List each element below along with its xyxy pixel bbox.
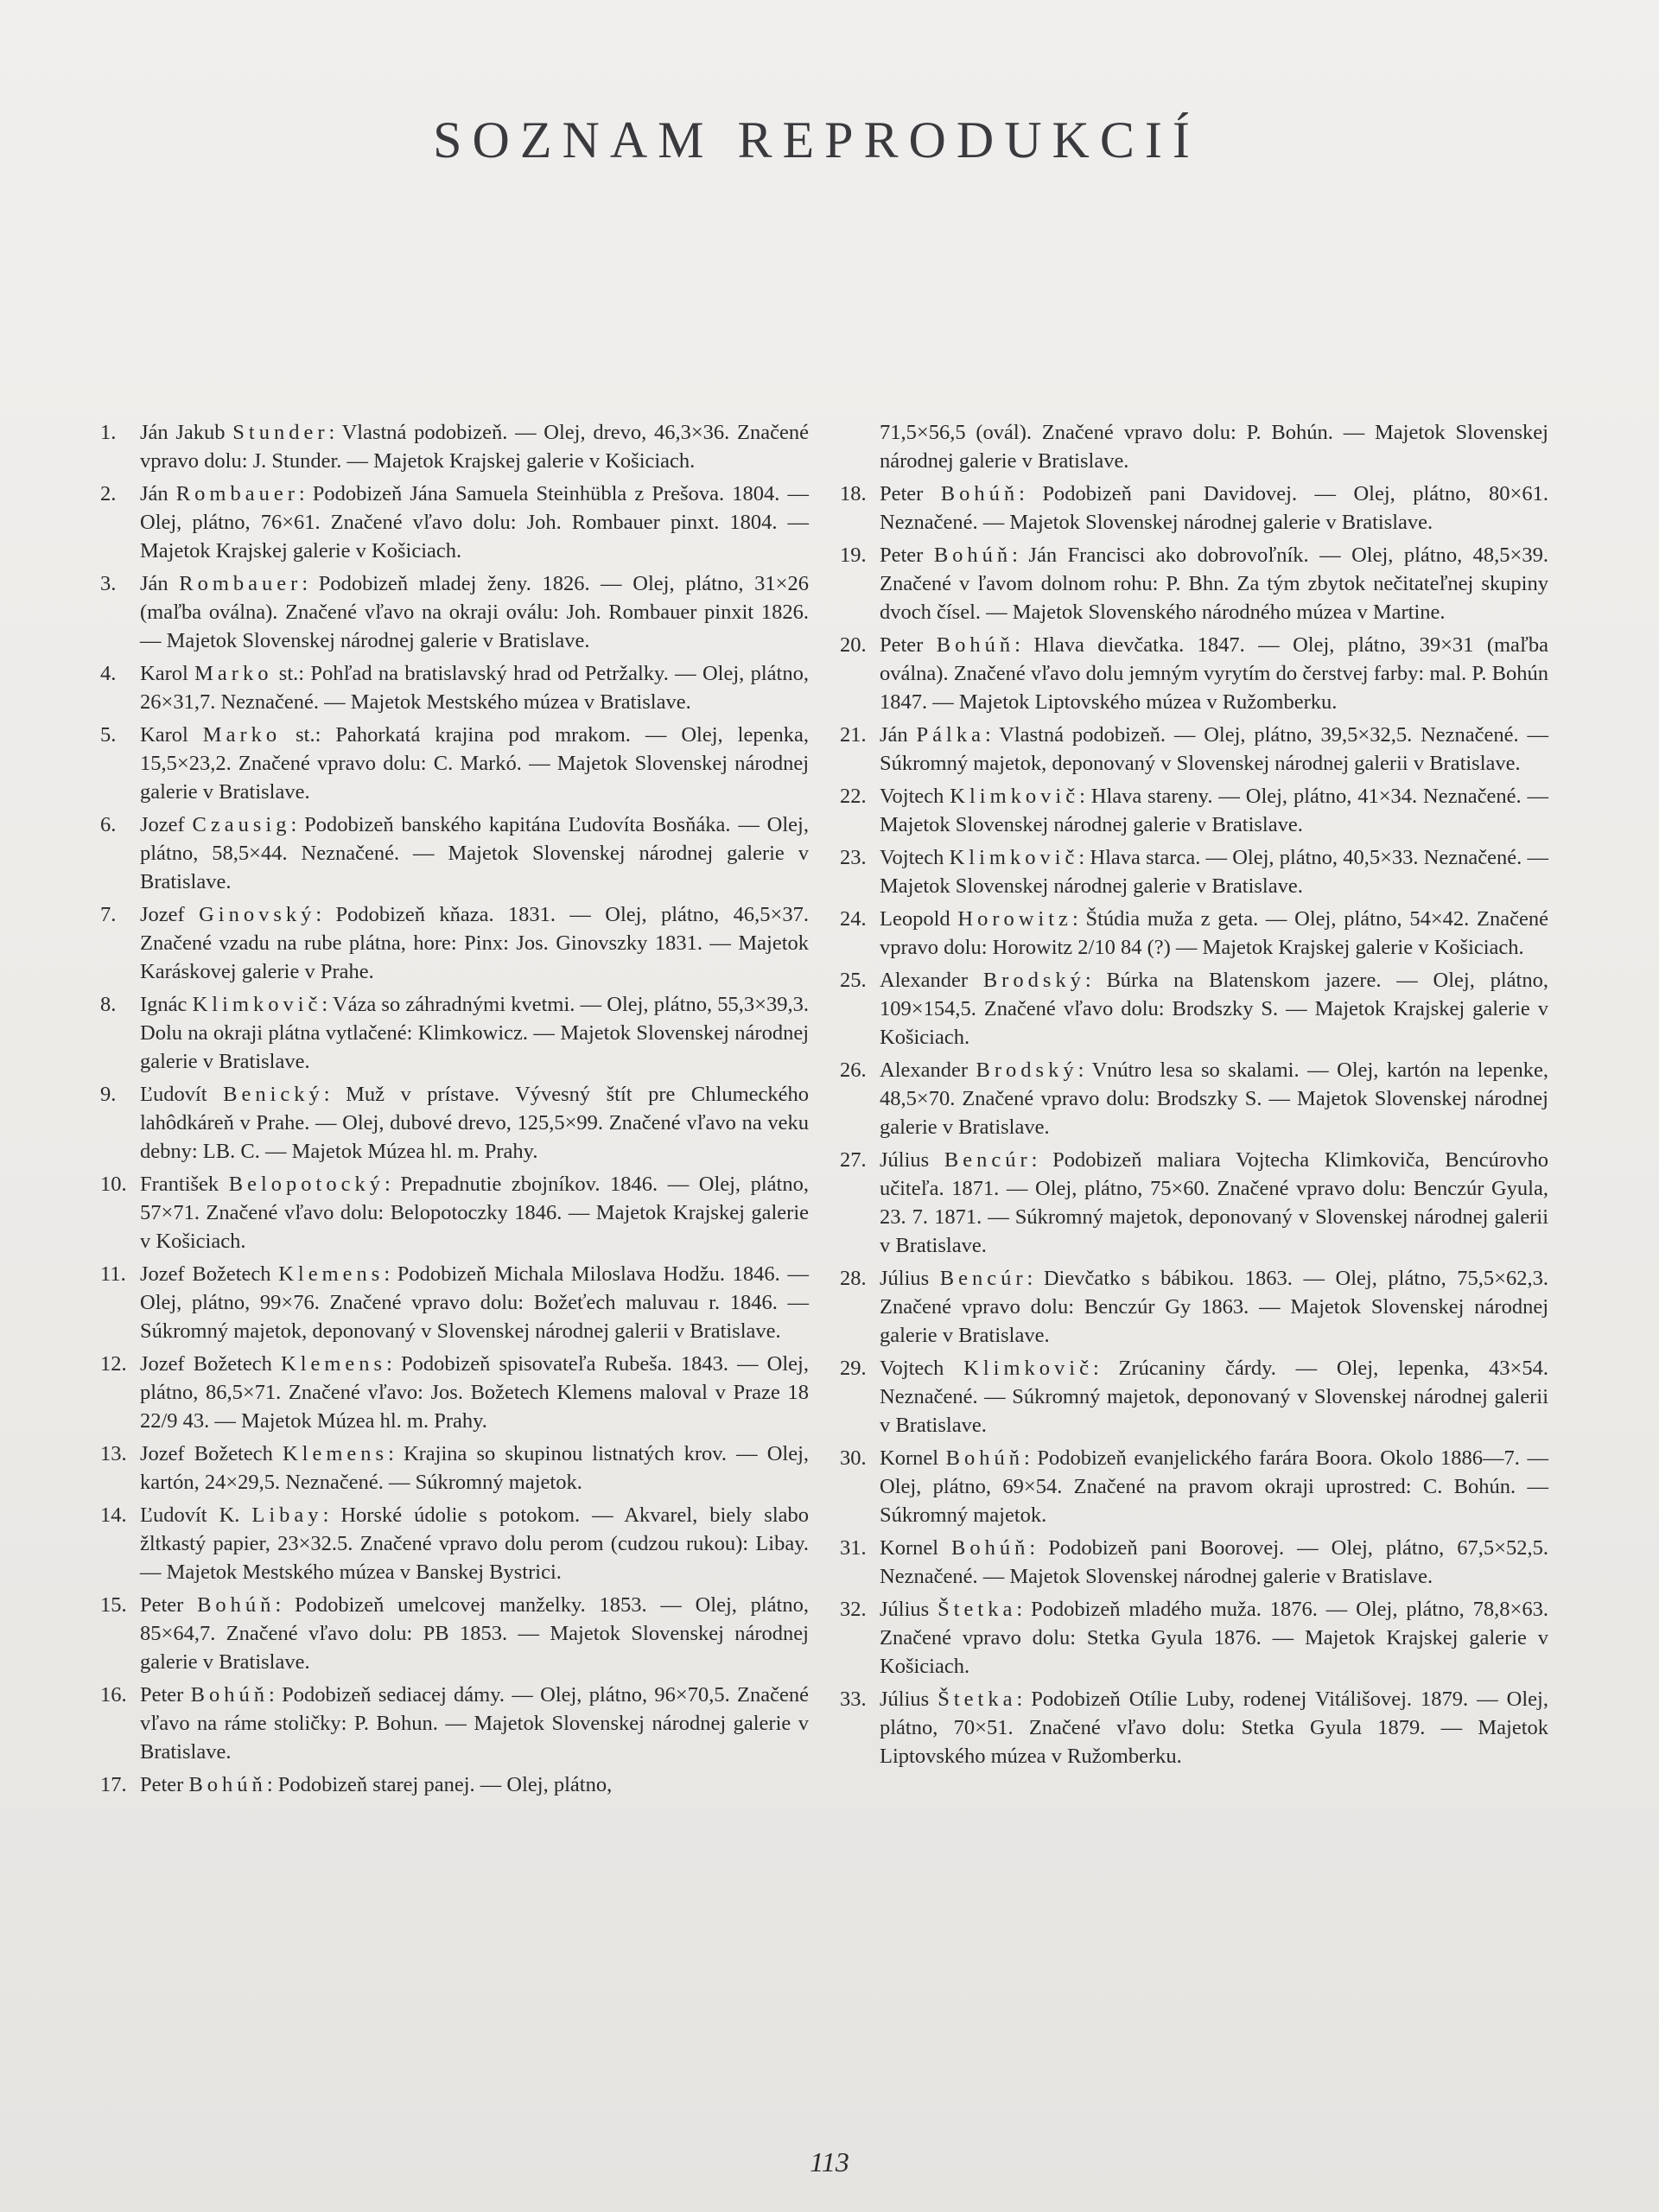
entry-description: : Ján Francisci ako dobrovoľník. — Olej, plátno, 48,5×39. Značené v ľavom dolnom rohu: P. Bhn. Za tým zbytok nečitateľnej skupiny dvoch čísel. — Majetok Slovenského národného múzea v Martine. xyxy=(880,543,1548,624)
entry-description: : Podobizeň umelcovej manželky. 1853. — Olej, plátno, 85×64,7. Značené vľavo dolu: PB 1853. — Majetok Slovenskej národnej galerie v Bratislave. xyxy=(140,1593,809,1674)
artist-first-name: Július xyxy=(880,1267,940,1290)
artist-surname: Klimkovič xyxy=(192,993,322,1016)
catalog-entry xyxy=(840,843,1548,900)
left-column xyxy=(100,418,809,1803)
catalog-entry xyxy=(840,1534,1548,1591)
artist-surname: Benický xyxy=(223,1083,324,1106)
artist-surname: Marko xyxy=(194,662,273,685)
artist-first-name: Vojtech xyxy=(880,846,950,869)
entry-number: 16. xyxy=(100,1683,127,1707)
entry-number: 28. xyxy=(840,1267,867,1290)
catalog-entry xyxy=(840,966,1548,1052)
entry-number: 30. xyxy=(840,1446,867,1470)
catalog-entry xyxy=(100,721,809,806)
artist-first-name: Alexander xyxy=(880,1058,976,1082)
catalog-entry xyxy=(100,900,809,986)
artist-first-name: Jozef Božetech xyxy=(140,1262,279,1286)
entry-description: : Vlastná podobizeň. — Olej, plátno, 39,5×32,5. Neznačené. — Súkromný majetok, deponovaný v Slovenskej národnej galerii v Bratislave. xyxy=(880,723,1548,775)
entry-number: 7. xyxy=(100,903,117,926)
artist-surname: Bohúň xyxy=(951,1536,1030,1560)
artist-first-name: Peter xyxy=(880,633,937,657)
artist-surname: Marko xyxy=(202,723,282,747)
artist-first-name: Ján xyxy=(880,723,917,747)
entry-description: : Vlastná podobizeň. — Olej, drevo, 46,3×36. Značené vpravo dolu: J. Stunder. — Majetok Krajskej galerie v Košiciach. xyxy=(140,421,809,473)
artist-surname: Bohúň xyxy=(936,633,1015,657)
artist-surname: Czausig xyxy=(192,813,291,836)
artist-first-name: Karol xyxy=(140,662,195,685)
entry-number: 20. xyxy=(840,633,867,657)
entry-number: 32. xyxy=(840,1598,867,1621)
artist-surname: Rombauer xyxy=(179,572,302,595)
catalog-entry xyxy=(840,1264,1548,1350)
catalog-entry xyxy=(840,1146,1548,1260)
entry-number: 23. xyxy=(840,846,867,869)
artist-first-name: Jozef Božetech xyxy=(140,1352,281,1376)
catalog-entry xyxy=(100,1440,809,1497)
entry-number: 31. xyxy=(840,1536,867,1560)
artist-first-name: Leopold xyxy=(880,907,958,931)
entry-description: : Hlava dievčatka. 1847. — Olej, plátno, 39×31 (maľba oválna). Značené vľavo dolu jemným vyrytím do čerstvej farby: mal. P. Bohún 1847. — Majetok Liptovského múzea v Ružomberku. xyxy=(880,633,1548,714)
artist-surname: Bohúň xyxy=(933,543,1013,567)
artist-first-name: Alexander xyxy=(880,969,983,992)
catalog-entry xyxy=(100,1080,809,1166)
entry-description: : Podobizeň pani Boorovej. — Olej, plátno, 67,5×52,5. Neznačené. — Majetok Slovenskej národnej galerie v Bratislave. xyxy=(880,1536,1548,1588)
artist-first-name: Kornel xyxy=(880,1536,952,1560)
entry-description: : Podobizeň spisovateľa Rubeša. 1843. — Olej, plátno, 86,5×71. Značené vľavo: Jos. Božetech Klemens maloval v Praze 18 22/9 43. — Majetok Múzea hl. m. Prahy. xyxy=(140,1352,809,1433)
catalog-entry xyxy=(100,1350,809,1435)
catalog-entry xyxy=(100,990,809,1076)
catalog-entry xyxy=(100,1260,809,1345)
catalog-entry xyxy=(100,1681,809,1766)
entry-number: 14. xyxy=(100,1503,127,1527)
catalog-entry xyxy=(100,1770,809,1799)
artist-surname: Klemens xyxy=(278,1262,385,1286)
catalog-entry xyxy=(840,905,1548,962)
entry-description: : Krajina so skupinou listnatých krov. — Olej, kartón, 24×29,5. Neznačené. — Súkromný majetok. xyxy=(140,1442,809,1494)
entry-description: : Podobizeň kňaza. 1831. — Olej, plátno, 46,5×37. Značené vzadu na rube plátna, hore: Pinx: Jos. Ginovszky 1831. — Majetok Karáskovej galerie v Prahe. xyxy=(140,903,809,983)
catalog-entry xyxy=(100,418,809,475)
catalog-entry xyxy=(100,1501,809,1586)
entry-description: : Podobizeň evanjelického farára Boora. Okolo 1886—7. — Olej, plátno, 69×54. Značené na pravom okraji uprostred: C. Bohún. — Súkromný majetok. xyxy=(880,1446,1548,1527)
entry-description: : Štúdia muža z geta. — Olej, plátno, 54×42. Značené vpravo dolu: Horowitz 2/10 84 (?) — Majetok Krajskej galerie v Košiciach. xyxy=(880,907,1548,959)
entry-description: : Hlava stareny. — Olej, plátno, 41×34. Neznačené. — Majetok Slovenskej národnej galerie v Bratislave. xyxy=(880,785,1548,836)
catalog-entry xyxy=(840,721,1548,778)
entry-description: : Zrúcaniny čárdy. — Olej, lepenka, 43×54. Neznačené. — Súkromný majetok, deponovaný v Slovenskej národnej galerii v Bratislave. xyxy=(880,1357,1548,1437)
artist-surname: Horowitz xyxy=(957,907,1072,931)
catalog-entry xyxy=(840,480,1548,537)
entry-number: 6. xyxy=(100,813,117,836)
artist-surname: Klemens xyxy=(281,1352,387,1376)
artist-first-name: Jozef Božetech xyxy=(140,1442,283,1465)
artist-surname: Rombauer xyxy=(175,482,299,505)
entry-number: 5. xyxy=(100,723,117,747)
catalog-entry xyxy=(100,480,809,565)
entry-description: : Muž v prístave. Vývesný štít pre Chlumeckého lahôdkáreň v Prahe. — Olej, dubové drevo, 125,5×99. Značené vľavo na veku debny: LB. C. — Majetok Múzea hl. m. Prahy. xyxy=(140,1083,809,1163)
artist-first-name: Peter xyxy=(140,1593,198,1617)
entry-number: 4. xyxy=(100,662,117,685)
artist-first-name: Ján Jakub xyxy=(140,421,233,444)
artist-surname: Bohúň xyxy=(945,1446,1024,1470)
entry-description: : Vnútro lesa so skalami. — Olej, kartón na lepenke, 48,5×70. Značené vpravo dolu: Brodszky S. — Majetok Slovenskej národnej galerie v Bratislave. xyxy=(880,1058,1548,1139)
entry-description: : Podobizeň banského kapitána Ľudovíta Bosňáka. — Olej, plátno, 58,5×44. Neznačené. — Majetok Slovenskej národnej galerie v Bratislave. xyxy=(140,813,809,893)
entry-description: st.: Pahorkatá krajina pod mrakom. — Olej, lepenka, 15,5×23,2. Značené vpravo dolu: C. Markó. — Majetok Slovenskej národnej galerie v Bratislave. xyxy=(140,723,809,804)
entry-number: 1. xyxy=(100,421,117,444)
artist-surname: Klimkovič xyxy=(950,785,1080,808)
artist-first-name: Jozef xyxy=(140,903,200,926)
artist-first-name: Ignác xyxy=(140,993,193,1016)
entry-number: 3. xyxy=(100,572,117,595)
entry-description: : Podobizeň Jána Samuela Steinhübla z Prešova. 1804. — Olej, plátno, 76×61. Značené vľavo dolu: Joh. Rombauer pinxt. 1804. — Majetok Krajskej galerie v Košiciach. xyxy=(140,482,809,563)
artist-surname: Bohúň xyxy=(190,1683,269,1707)
right-column xyxy=(840,418,1548,1775)
artist-first-name: Ľudovít K. xyxy=(140,1503,252,1527)
entry-number: 26. xyxy=(840,1058,867,1082)
entry-description: : Prepadnutie zbojníkov. 1846. — Olej, plátno, 57×71. Značené vľavo dolu: Belopotoczky 1846. — Majetok Krajskej galerie v Košiciach. xyxy=(140,1173,809,1253)
catalog-entry xyxy=(100,810,809,896)
artist-first-name: Július xyxy=(880,1148,944,1172)
artist-surname: Stunder xyxy=(232,421,329,444)
artist-surname: Klimkovič xyxy=(963,1357,1093,1380)
entry-number: 24. xyxy=(840,907,867,931)
entry-number: 2. xyxy=(100,482,117,505)
catalog-entry xyxy=(840,1056,1548,1141)
entry-description: : Podobizeň maliara Vojtecha Klimkoviča, Bencúrovho učiteľa. 1871. — Olej, plátno, 75×60. Značené vpravo dolu: Benczúr Gyula, 23. 7. 1871. — Súkromný majetok, deponovaný v Slovenskej národnej galerii v Bratislave. xyxy=(880,1148,1549,1257)
entry-number: 33. xyxy=(840,1688,867,1711)
artist-surname: Bohúň xyxy=(197,1593,276,1617)
artist-surname: Brodský xyxy=(982,969,1085,992)
catalog-entry xyxy=(100,1591,809,1676)
artist-surname: Pálka xyxy=(916,723,985,747)
entry-number: 10. xyxy=(100,1173,127,1196)
entry-number: 9. xyxy=(100,1083,117,1106)
artist-surname: Belopotocký xyxy=(228,1173,385,1196)
artist-surname: Bencúr xyxy=(944,1148,1032,1172)
artist-surname: Libay xyxy=(251,1503,323,1527)
entry-description: : Podobizeň sediacej dámy. — Olej, plátno, 96×70,5. Značené vľavo na ráme stoličky: P. Bohun. — Majetok Slovenskej národnej galerie v Bratislave. xyxy=(140,1683,809,1764)
entry-description: : Podobizeň starej panej. — Olej, plátno, xyxy=(266,1773,613,1796)
artist-surname: Štetka xyxy=(938,1598,1017,1621)
artist-first-name: Vojtech xyxy=(880,1357,964,1380)
artist-first-name: František xyxy=(140,1173,229,1196)
entry-description: : Podobizeň Michala Miloslava Hodžu. 1846. — Olej, plátno, 99×76. Značené vpravo dolu: Božeťech maluvau r. 1846. — Súkromný majetok, deponovaný v Slovenskej národnej galerii v Bratislave. xyxy=(140,1262,809,1343)
entry-number: 12. xyxy=(100,1352,127,1376)
artist-first-name: Július xyxy=(880,1688,938,1711)
entry-number: 25. xyxy=(840,969,867,992)
catalog-entry xyxy=(840,1685,1548,1770)
entry-number: 27. xyxy=(840,1148,867,1172)
artist-surname: Brodský xyxy=(976,1058,1078,1082)
catalog-entry xyxy=(840,631,1548,716)
artist-surname: Klimkovič xyxy=(949,846,1079,869)
entry-number: 11. xyxy=(100,1262,126,1286)
artist-first-name: Peter xyxy=(140,1773,189,1796)
artist-first-name: Vojtech xyxy=(880,785,950,808)
catalog-entry xyxy=(840,782,1548,839)
page-title: SOZNAM REPRODUKCIÍ xyxy=(433,111,1200,169)
artist-first-name: Ján xyxy=(140,572,180,595)
catalog-entry xyxy=(840,1354,1548,1440)
artist-first-name: Peter xyxy=(140,1683,191,1707)
entry-number: 22. xyxy=(840,785,867,808)
artist-surname: Ginovský xyxy=(199,903,316,926)
continued-entry-text: 71,5×56,5 (ovál). Značené vpravo dolu: P. Bohún. — Majetok Slovenskej národnej galerie v Bratislave. xyxy=(880,421,1548,473)
entry-number: 17. xyxy=(100,1773,127,1796)
entry-description: : Podobizeň Otílie Luby, rodenej Vitálišovej. 1879. — Olej, plátno, 70×51. Značené vľavo dolu: Stetka Gyula 1879. — Majetok Liptovského múzea v Ružomberku. xyxy=(880,1688,1548,1768)
catalog-entry xyxy=(840,1595,1548,1681)
artist-surname: Klemens xyxy=(282,1442,389,1465)
artist-first-name: Peter xyxy=(880,543,934,567)
artist-first-name: Peter xyxy=(880,482,941,505)
artist-surname: Bohúň xyxy=(940,482,1020,505)
artist-surname: Bencúr xyxy=(939,1267,1027,1290)
artist-first-name: Karol xyxy=(140,723,203,747)
right-column-entries xyxy=(840,480,1548,1770)
entry-description: : Podobizeň mladého muža. 1876. — Olej, plátno, 78,8×63. Značené vpravo dolu: Stetka Gyula 1876. — Majetok Krajskej galerie v Košiciach. xyxy=(880,1598,1548,1678)
entry-description: : Hlava starca. — Olej, plátno, 40,5×33. Neznačené. — Majetok Slovenskej národnej galerie v Bratislave. xyxy=(880,846,1548,898)
entry-description: : Dievčatko s bábikou. 1863. — Olej, plátno, 75,5×62,3. Značené vpravo dolu: Benczúr Gy 1863. — Majetok Slovenskej národnej galerie v Bratislave. xyxy=(880,1267,1548,1347)
page-number: 113 xyxy=(810,2146,849,2177)
entry-description: : Podobizeň pani Davidovej. — Olej, plátno, 80×61. Neznačené. — Majetok Slovenskej národnej galerie v Bratislave. xyxy=(880,482,1548,534)
entry-description: st.: Pohľad na bratislavský hrad od Petržalky. — Olej, plátno, 26×31,7. Neznačené. — Majetok Mestského múzea v Bratislave. xyxy=(140,662,809,714)
artist-surname: Štetka xyxy=(938,1688,1017,1711)
entry-number: 8. xyxy=(100,993,117,1016)
entry-number: 19. xyxy=(840,543,867,567)
artist-first-name: Ján xyxy=(140,482,176,505)
entry-number: 13. xyxy=(100,1442,127,1465)
artist-first-name: Kornel xyxy=(880,1446,946,1470)
catalog-entry xyxy=(100,569,809,655)
catalog-entry xyxy=(100,1170,809,1255)
entry-number: 21. xyxy=(840,723,867,747)
catalog-entry xyxy=(100,659,809,716)
catalog-entry xyxy=(840,1444,1548,1529)
artist-first-name: Ľudovít xyxy=(140,1083,224,1106)
entry-number: 15. xyxy=(100,1593,127,1617)
entry-description: : Váza so záhradnými kvetmi. — Olej, plátno, 55,3×39,3. Dolu na okraji plátna vytlačené: Klimkowicz. — Majetok Slovenskej národnej galerie v Bratislave. xyxy=(140,993,809,1073)
entry-number: 29. xyxy=(840,1357,867,1380)
artist-first-name: Július xyxy=(880,1598,938,1621)
catalog-entry xyxy=(840,541,1548,626)
entry-description: : Podobizeň mladej ženy. 1826. — Olej, plátno, 31×26 (maľba oválna). Značené vľavo na okraji oválu: Joh. Rombauer pinxit 1826. — Majetok Slovenskej národnej galerie v Bratislave. xyxy=(140,572,809,652)
entry-description: : Horské údolie s potokom. — Akvarel, biely slabo žltkastý papier, 23×32.5. Značené vpravo dolu perom (cudzou rukou): Libay. — Majetok Mestského múzea v Banskej Bystrici. xyxy=(140,1503,810,1584)
artist-surname: Bohúň xyxy=(188,1773,267,1796)
artist-first-name: Jozef xyxy=(140,813,193,836)
entry-description: : Búrka na Blatenskom jazere. — Olej, plátno, 109×154,5. Značené vľavo dolu: Brodszky S. — Majetok Krajskej galerie v Košiciach. xyxy=(880,969,1548,1049)
entry-number: 18. xyxy=(840,482,867,505)
